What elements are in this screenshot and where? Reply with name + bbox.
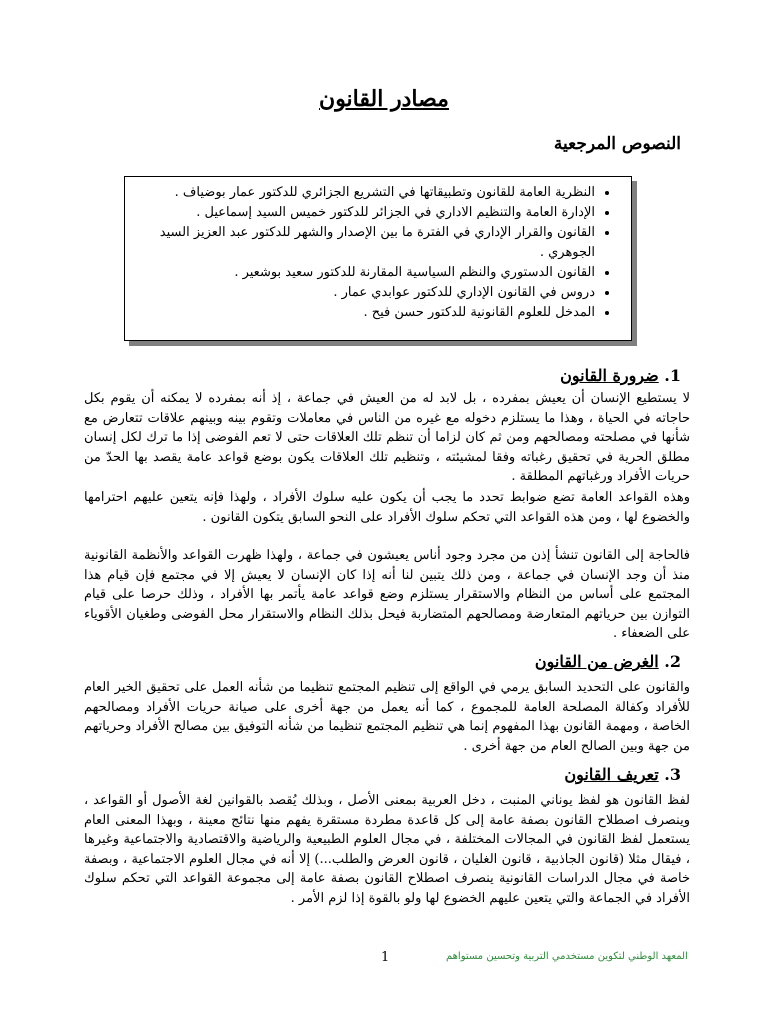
paragraph: والقانون على التحديد السابق يرمي في الواقع إلى تنظيم المجتمع تنظيما من شأنه العمل على تحقيق الخير العام للأفراد وكفالة المصلحة العامة للمجموع ، كما أنه يعمل من جهة أخرى على صيانة حريات الأفراد ومصالحهم الخاصة ، ومهمة القانون بهذا المفهوم إنما هي تنظيم المجتمع تنظيما من شأنه التوفيق بين مصالح الأفراد وحرياتهم من جهة وبين الصالح العام من جهة أخرى .: [84, 680, 690, 754]
paragraph: لا يستطيع الإنسان أن يعيش بمفرده ، بل لابد له من العيش في جماعة ، إذ أنه بمفرده لا يمكنه أن يقوم بكل حاجاته في الحياة ، وهذا ما يستلزم دخوله مع غيره من الناس في معاملات وتقوم بينه وبينهم علاقات تتعارض مع شأنها في مصلحته ومصالحهم ومن ثم كان لزاما أن تنظم تلك العلاقات حتى لا تعم الفوضى إذا ما ترك لكل إنسان مطلق الحرية في تحقيق رغباته وفقا لمشيئته ، وتنظيم تلك العلاقات يكون بوضع قواعد عامة يقصد بها الحدّ من حريات الأفراد ورغباتهم المطلقة .: [84, 391, 690, 485]
reference-item: • المدخل للعلوم القانونية للدكتور حسن فيح .: [133, 303, 595, 323]
reference-item: • الإدارة العامة والتنظيم الاداري في الجزائر للدكتور خميس السيد إسماعيل .: [133, 203, 595, 223]
paragraph: لفظ القانون هو لفظ يوناني المنبت ، دخل العربية بمعنى الأصل ، وبذلك يُقصد بالقوانين لغة الأصول أو القواعد ، وينصرف اصطلاح القانون بصفة عامة إلى كل قاعدة مطردة مستقرة يفهم منها نتائج معينة ، وبهذا المعنى العام يستعمل لفظ القانون في المجالات المختلفة ، في مجال العلوم الطبيعية والرياضية والاقتصادية والاجتماعية وغيرها ، فيقال مثلا (قانون الجاذبية ، قانون الغليان ، قانون العرض والطلب...) إلا أنه في مجال العلوم الاجتماعية ، وبصفة خاصة في مجال الدراسات القانونية ينصرف اصطلاح القانون بصفة عامة إلى مجموعة القواعد التي تحكم سلوك الأفراد في الجماعة والتي يتعين عليهم الخضوع لها ولو بالقوة إذا لزم الأمر .: [84, 793, 690, 906]
references-box: [124, 176, 632, 341]
section-title: الغرض من القانون: [534, 652, 659, 671]
page-number: 1: [381, 950, 390, 965]
section-number: 3.: [664, 765, 681, 784]
section-heading: [564, 765, 681, 784]
section-title: تعريف القانون: [564, 765, 659, 784]
reference-item: • دروس في القانون الإداري للدكتور عوابدي عمار .: [133, 283, 595, 303]
section-title: ضرورة القانون: [560, 366, 659, 385]
references-list: [125, 177, 631, 327]
institution-footer: المعهد الوطني لتكوين مستخدمي التربية وتحسين مستواهم: [446, 951, 688, 962]
page-title: مصادر القانون: [319, 86, 449, 112]
reference-item: • النظرية العامة للقانون وتطبيقاتها في التشريع الجزائري للدكتور عمار بوضياف .: [133, 183, 595, 203]
section-number: 2.: [664, 652, 681, 671]
reference-item: • القانون والقرار الإداري في الفترة ما بين الإصدار والشهر للدكتور عبد العزيز السيد الجوهري .: [133, 223, 595, 263]
section-number: 1.: [664, 366, 681, 385]
section-heading: [560, 366, 681, 385]
section-heading: [535, 652, 681, 671]
paragraph: فالحاجة إلى القانون تنشأ إذن من مجرد وجود أناس يعيشون في جماعة ، ولهذا ظهرت القواعد والأنظمة القانونية منذ أن وجد الإنسان في جماعة ، ومن ذلك يتبين لنا أنه إذا كان الإنسان لا يعيش إلا في مجتمع فإن قيام هذا المجتمع على أساس من النظام والاستقرار يستلزم وضع قواعد عامة يأتمر بها الأفراد ، وذلك حرصا على قيام التوازن بين حرياتهم المتعارضة ومصالحهم المتضاربة فيحل بذلك النظام والاستقرار محل الفوضى وطغيان الأقوياء على الضعفاء .: [84, 548, 690, 642]
paragraph: وهذه القواعد العامة تضع ضوابط تحدد ما يجب أن يكون عليه سلوك الأفراد ، ولهذا فإنه يتعين عليهم احترامها والخضوع لها ، ومن هذه القواعد التي تحكم سلوك الأفراد على النحو السابق يتكون القانون .: [84, 490, 690, 525]
reference-item: • القانون الدستوري والنظم السياسية المقارنة للدكتور سعيد بوشعير .: [133, 263, 595, 283]
references-heading: النصوص المرجعية: [553, 134, 681, 154]
